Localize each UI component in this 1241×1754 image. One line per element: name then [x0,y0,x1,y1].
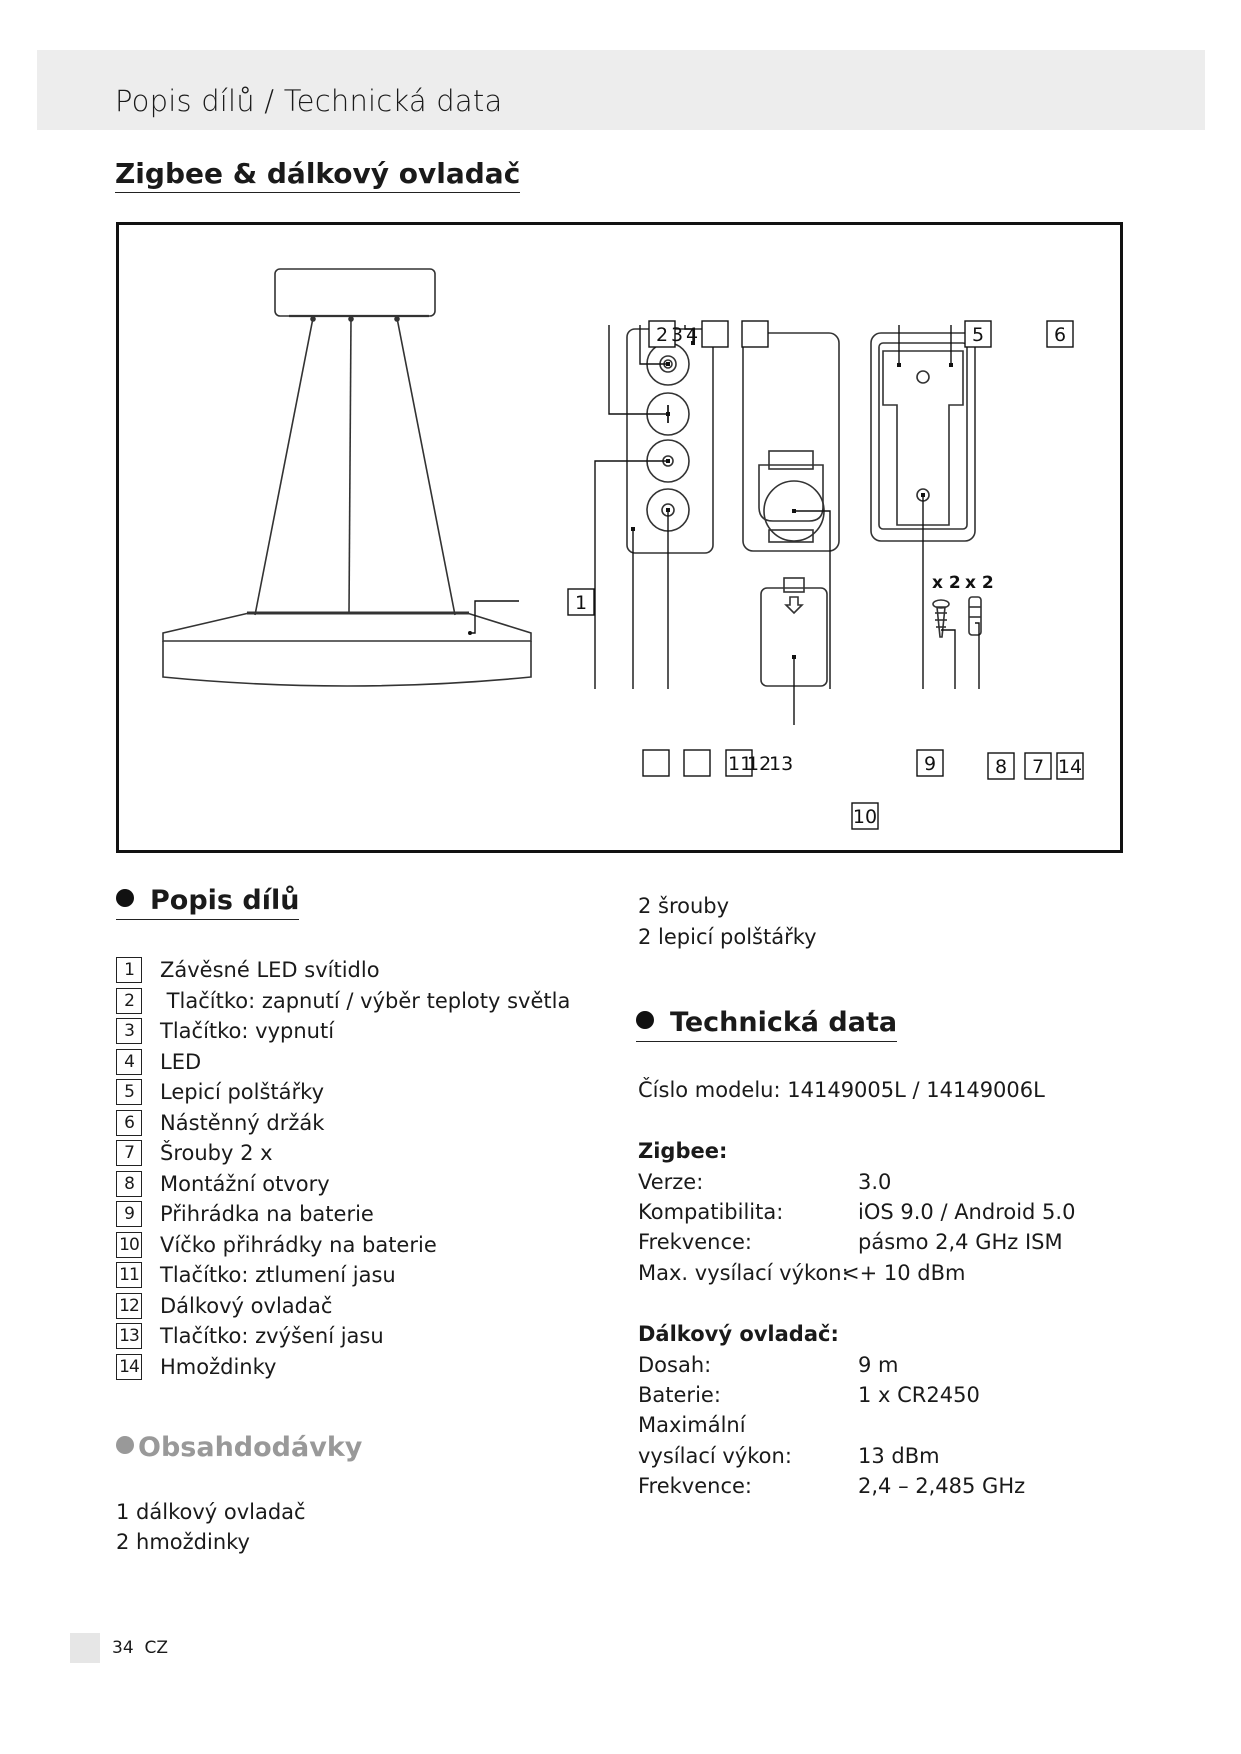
pendant-lamp-drawing [163,269,531,686]
parts-list-item [116,1077,570,1108]
spec-label: Maximální [638,1413,746,1437]
part-label: LED [160,1049,202,1074]
spec-value: 9 m [858,1353,899,1377]
part-label: Tlačítko: zapnutí / výběr teploty světla [160,988,571,1013]
callout-13-label: 13 [769,753,794,775]
parts-list-item [116,1321,570,1352]
callout-3-label: 3 [671,324,684,346]
callout-6-label: 6 [1053,324,1067,346]
spec-label: Frekvence: [638,1230,753,1254]
callout-7-label: 7 [1031,756,1045,778]
callout-4 [742,321,768,347]
part-number: 2 [116,988,142,1014]
part-number: 8 [116,1171,142,1197]
spec-value: pásmo 2,4 GHz ISM [858,1230,1063,1254]
callout-10-label: 10 [852,806,878,828]
tech-heading-text: Technická data [670,1007,898,1038]
part-label: Tlačítko: zvýšení jasu [160,1324,384,1349]
zigbee-heading: Zigbee: [638,1139,728,1163]
delivery-heading-text: Obsahdodávky [138,1432,363,1463]
spec-value: iOS 9.0 / Android 5.0 [858,1200,1076,1224]
product-figure [116,222,1123,853]
bullet-dot-icon [116,1436,134,1454]
callout-11-label: 11 [728,753,753,775]
part-label: Lepicí polštářky [160,1080,325,1105]
screw-drawing [933,600,949,637]
parts-heading [116,885,299,920]
callout-12 [684,750,710,776]
page-number: 34 [112,1638,134,1658]
callout-1-label: 1 [574,592,588,614]
parts-list-item [116,1260,570,1291]
footer-page-number [112,1638,168,1658]
bullet-dot-icon [116,889,134,907]
parts-list-item [116,955,570,986]
part-label: Nástěnný držák [160,1110,325,1135]
spec-value: 3.0 [858,1170,892,1194]
spec-label: Max. vysílací výkon: [638,1261,849,1285]
part-label: Tlačítko: ztlumení jasu [160,1263,396,1288]
part-label: Tlačítko: vypnutí [160,1019,335,1044]
part-label: Přihrádka na baterie [160,1202,374,1227]
callout-4-label: 4 [686,324,699,346]
product-illustration [119,225,1120,850]
part-label: Hmoždinky [160,1354,277,1379]
part-label: Víčko přihrádky na baterie [160,1232,437,1257]
part-number: 5 [116,1079,142,1105]
parts-list-item [116,1352,570,1383]
page-language: CZ [144,1638,168,1658]
part-number: 6 [116,1110,142,1136]
tech-heading [636,1007,897,1042]
part-number: 4 [116,1049,142,1075]
parts-list-item [116,1138,570,1169]
delivery-line: 2 šrouby [638,894,730,918]
spec-label: Dosah: [638,1353,712,1377]
screw-count-label: x 2 [932,573,961,593]
part-number: 14 [116,1354,142,1380]
callout-14-label: 14 [1057,756,1083,778]
parts-list-item [116,1199,570,1230]
delivery-heading [116,1432,362,1466]
parts-list-item [116,1169,570,1200]
parts-list-item [116,1047,570,1078]
part-label: Montážní otvory [160,1171,330,1196]
parts-list-item [116,1108,570,1139]
spec-label: Baterie: [638,1383,721,1407]
part-label: Dálkový ovladač [160,1293,333,1318]
part-number: 11 [116,1262,142,1288]
footer-page-box [70,1633,100,1663]
bullet-dot-icon [636,1011,654,1029]
callout-3 [702,321,728,347]
parts-list-item [116,1291,570,1322]
remote-heading: Dálkový ovladač: [638,1322,839,1346]
spec-value: 1 x CR2450 [858,1383,980,1407]
callout-2-label: 2 [656,324,669,346]
parts-list-item [116,986,570,1017]
delivery-line: 1 dálkový ovladač [116,1500,306,1524]
model-number: Číslo modelu: 14149005L / 14149006L [638,1078,1045,1102]
part-label: Šrouby 2 x [160,1141,273,1166]
part-number: 7 [116,1140,142,1166]
spec-value: 2,4 – 2,485 GHz [858,1474,1026,1498]
spec-value: 13 dBm [858,1444,940,1468]
parts-heading-text: Popis dílů [150,885,300,916]
parts-list [116,955,570,1382]
parts-list-item [116,1016,570,1047]
page-title: Popis dílů / Technická data [115,84,503,118]
part-number: 3 [116,1018,142,1044]
parts-list-item [116,1230,570,1261]
part-number: 9 [116,1201,142,1227]
part-number: 12 [116,1293,142,1319]
remote-back-drawing [743,333,839,551]
spec-label: Verze: [638,1170,704,1194]
callout-12-label: 12 [747,753,772,775]
delivery-line: 2 hmoždinky [116,1530,250,1554]
spec-label: Kompatibilita: [638,1200,784,1224]
dowel-count-label: x 2 [965,573,994,593]
spec-label: Frekvence: [638,1474,753,1498]
spec-label: vysílací výkon: [638,1444,792,1468]
part-number: 13 [116,1323,142,1349]
part-label: Závěsné LED svítidlo [160,958,380,983]
callout-8-label: 8 [994,756,1008,778]
part-number: 10 [116,1232,142,1258]
callout-5-label: 5 [971,324,985,346]
section-heading: Zigbee & dálkový ovladač [115,157,520,193]
delivery-line: 2 lepicí polštářky [638,925,817,949]
spec-value: <+ 10 dBm [842,1261,966,1285]
part-number: 1 [116,957,142,983]
callout-9-label: 9 [923,753,937,775]
callout-11 [643,750,669,776]
